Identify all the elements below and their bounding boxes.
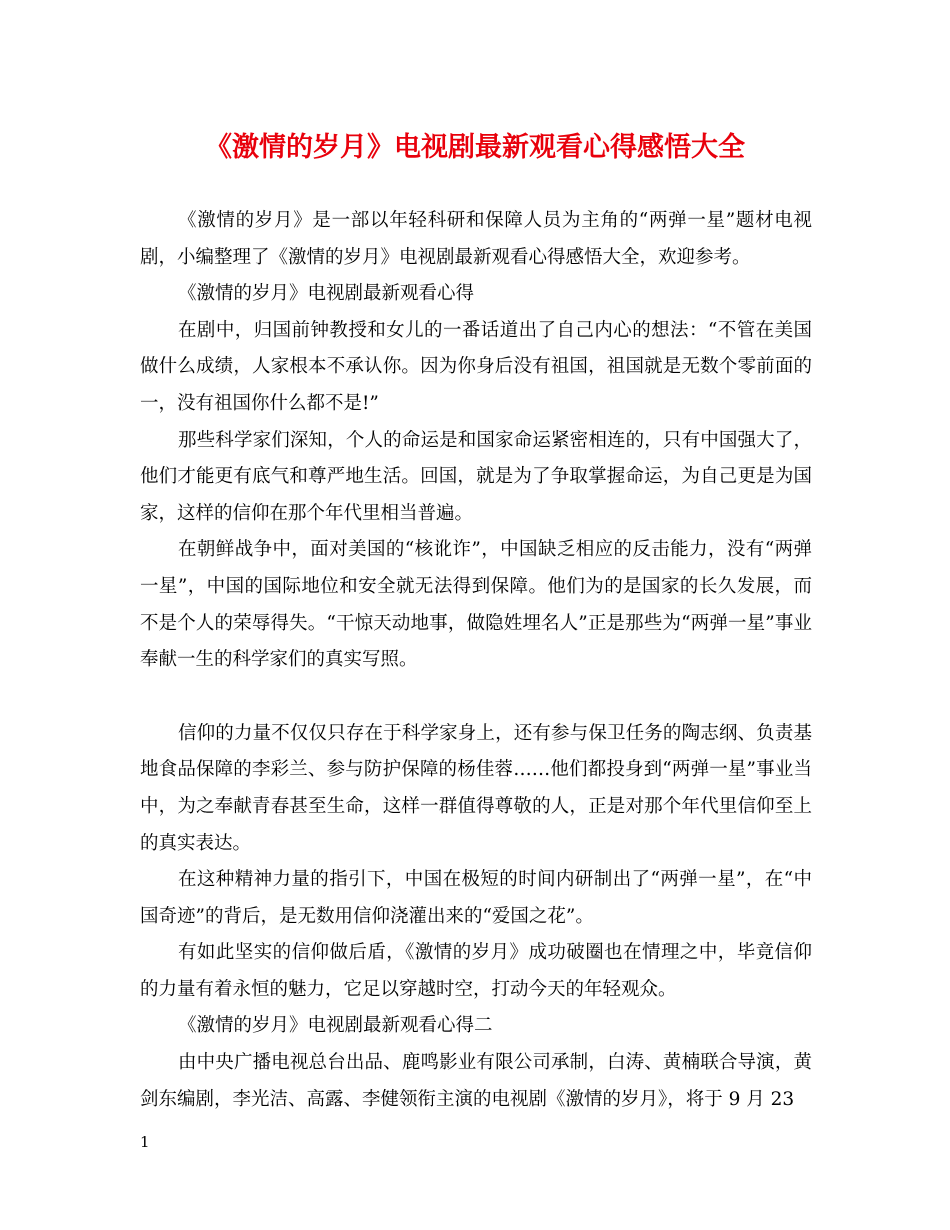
paragraph-intro: 《激情的岁月》是一部以年轻科研和保障人员为主角的“两弹一星”题材电视剧，小编整理了《激情的岁月》电视剧最新观看心得感悟大全，欢迎参考。 <box>140 210 812 268</box>
paragraph: 在剧中，归国前钟教授和女儿的一番话道出了自己内心的想法：“不管在美国做什么成绩，人家根本不承认你。因为你身后没有祖国，祖国就是无数个零前面的一，没有祖国你什么都不是!” <box>140 319 812 414</box>
paragraph: 那些科学家们深知，个人的命运是和国家命运紧密相连的，只有中国强大了，他们才能更有底气和尊严地生活。回国，就是为了争取掌握命运，为自己更是为国家，这样的信仰在那个年代里相当普遍。 <box>140 429 812 524</box>
page-number: 1 <box>140 1133 150 1151</box>
paragraph: 有如此坚实的信仰做后盾，《激情的岁月》成功破圈也在情理之中，毕竟信仰的力量有着永恒的魅力，它足以穿越时空，打动今天的年轻观众。 <box>140 942 812 1000</box>
paragraph-gap <box>140 679 812 716</box>
section-heading-2: 《激情的岁月》电视剧最新观看心得二 <box>178 1015 493 1037</box>
paragraph: 在这种精神力量的指引下，中国在极短的时间内研制出了“两弹一星”，在“中国奇迹”的背后，是无数用信仰浇灌出来的“爱国之花”。 <box>140 869 812 927</box>
section-heading-1: 《激情的岁月》电视剧最新观看心得 <box>178 283 475 305</box>
paragraph: 由中央广播电视总台出品、鹿鸣影业有限公司承制，白涛、黄楠联合导演，黄剑东编剧，李光洁、高露、李健领衔主演的电视剧《激情的岁月》，将于 9 月 23 <box>140 1052 812 1110</box>
paragraph: 在朝鲜战争中，面对美国的“核讹诈”，中国缺乏相应的反击能力，没有“两弹一星”，中国的国际地位和安全就无法得到保障。他们为的是国家的长久发展，而不是个人的荣辱得失。“干惊天动地事，做隐姓埋名人”正是那些为“两弹一星”事业奉献一生的科学家们的真实写照。 <box>140 539 812 671</box>
document-body <box>140 203 812 1118</box>
document-title: 《激情的岁月》电视剧最新观看心得感悟大全 <box>205 132 745 163</box>
paragraph: 信仰的力量不仅仅只存在于科学家身上，还有参与保卫任务的陶志纲、负责基地食品保障的李彩兰、参与防护保障的杨佳蓉……他们都投身到“两弹一星”事业当中，为之奉献青春甚至生命，这样一群值得尊敬的人，正是对那个年代里信仰至上的真实表达。 <box>140 722 812 854</box>
